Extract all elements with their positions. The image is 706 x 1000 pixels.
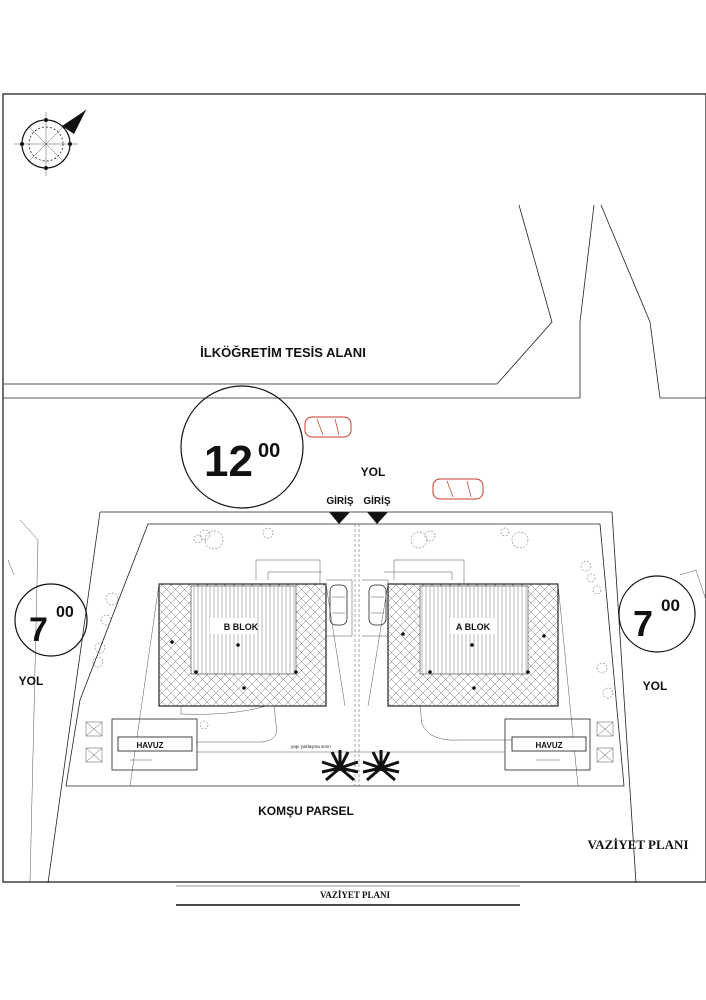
block-a-label: A BLOK: [455, 622, 491, 632]
furniture-left: [86, 722, 102, 762]
palm-tree-icon: [363, 750, 399, 780]
car-icon: [369, 585, 386, 625]
neighbor-parcel-label: KOMŞU PARSEL: [258, 804, 354, 818]
north-arrow-icon: [14, 110, 86, 176]
palm-tree-icon: [322, 750, 358, 780]
block-a: [368, 584, 578, 786]
center-divider: [355, 524, 359, 786]
pool-a: [505, 719, 590, 770]
entrance-left-label: GİRİŞ: [326, 496, 354, 507]
entrance-right-label: GİRİŞ: [363, 496, 391, 507]
road-width-left-sup: 00: [56, 604, 74, 621]
site-plan-bottom-title: VAZİYET PLANI: [320, 890, 390, 900]
road-width-right-marker: [619, 576, 695, 652]
road-width-top-value: 12: [204, 437, 253, 486]
block-b: [130, 584, 345, 786]
pool-b-label: HAVUZ: [136, 741, 164, 750]
entrance-arrow-icon: [367, 512, 388, 524]
road-width-top-marker: [181, 386, 303, 508]
road-width-right-value: 7: [633, 603, 654, 644]
road-top-label: YOL: [360, 465, 386, 479]
title-block: [176, 886, 520, 905]
car-icon: [330, 585, 347, 625]
furniture-right: [597, 722, 613, 762]
road-width-right-sup: 00: [661, 596, 680, 615]
car-icon: [433, 479, 483, 499]
road-right-label: YOL: [642, 679, 668, 693]
road-left-label: YOL: [18, 674, 44, 688]
car-icon: [305, 417, 351, 437]
road-width-left-marker: [15, 584, 87, 656]
entrance-arrow-icon: [329, 512, 350, 524]
parcel-outline: [8, 512, 706, 883]
road-width-top-sup: 00: [258, 440, 281, 462]
pool-b: [112, 719, 197, 770]
site-plan-side-title: VAZİYET PLANI: [587, 837, 689, 852]
pool-a-label: HAVUZ: [535, 741, 563, 750]
school-area-label: İLKÖĞRETİM TESİS ALANI: [200, 345, 366, 360]
block-b-label: B BLOK: [223, 622, 259, 632]
road-width-left-value: 7: [29, 611, 48, 649]
setback-note: yapı yaklaşma sınırı: [290, 744, 332, 749]
upper-roads: [3, 205, 706, 398]
